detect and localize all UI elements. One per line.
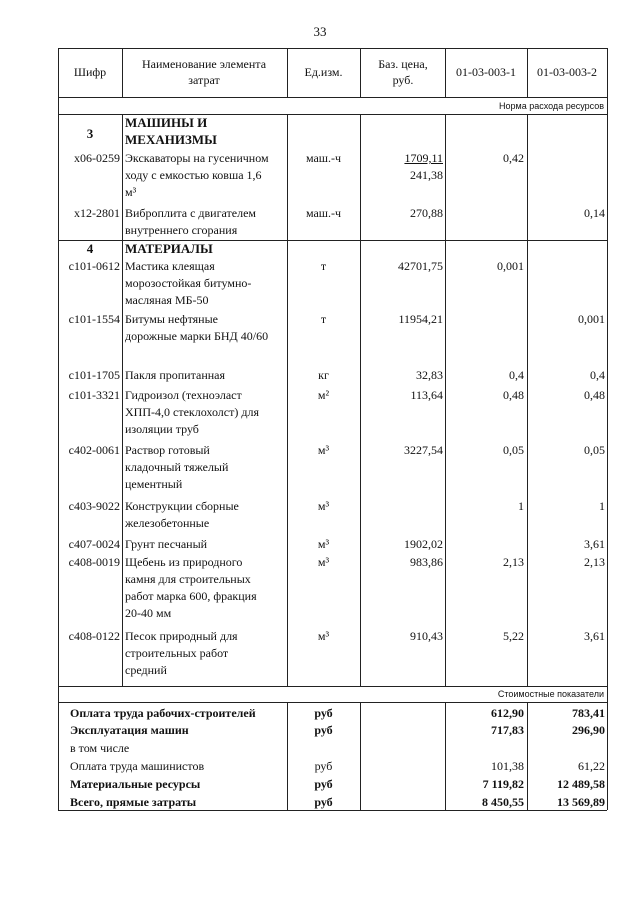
section3-row-1-code: х12-2801 <box>74 206 120 220</box>
section4-row-8-name: строительных работ <box>125 646 229 660</box>
section4-row-8-value-1: 5,22 <box>503 629 524 643</box>
section4-row-5-name: Конструкции сборные <box>125 499 239 513</box>
section4-row-0-name: масляная МБ-50 <box>125 293 209 307</box>
rule-table-bottom <box>58 810 607 811</box>
section4-row-3-name: изоляции труб <box>125 422 199 436</box>
section4-row-8-unit: м³ <box>317 629 330 643</box>
section4-row-3-name: ХПП-4,0 стеклохолст) для <box>125 405 259 419</box>
rule-left <box>58 48 59 810</box>
section3-row-0-unit: маш.-ч <box>305 151 342 165</box>
section4-row-0-name: морозостойкая битумно- <box>125 276 252 290</box>
section4-row-8-code: с408-0122 <box>68 629 120 643</box>
section4-row-4-code: с402-0061 <box>68 443 120 457</box>
cost-row-3-unit: руб <box>314 759 333 773</box>
section3-row-1-value-2: 0,14 <box>584 206 605 220</box>
header-norm-2: 01-03-003-2 <box>537 65 597 79</box>
section4-row-2-name: Пакля пропитанная <box>125 368 226 382</box>
rule-right <box>607 48 608 810</box>
section4-row-3-name: Гидроизол (техноэласт <box>125 388 242 402</box>
rule-header-bottom <box>58 97 607 98</box>
section4-row-6-code: с407-0024 <box>68 537 120 551</box>
cost-row-5-name: Всего, прямые затраты <box>70 795 197 809</box>
section4-row-4-name: цементный <box>125 477 183 491</box>
rule-col3-cost <box>360 702 361 810</box>
rule-col3-body <box>360 114 361 686</box>
section3-row-0-name: ходу с емкостью ковша 1,6 <box>125 168 262 182</box>
section4-row-4-price: 3227,54 <box>404 443 443 457</box>
section4-row-3-value-2: 0,48 <box>584 388 605 402</box>
section4-row-2-value-1: 0,4 <box>509 368 524 382</box>
section4-row-0-code: с101-0612 <box>68 259 120 273</box>
section4-row-5-value-2: 1 <box>599 499 605 513</box>
section4-row-7-name: камня для строительных <box>125 572 251 586</box>
section4-row-5-name: железобетонные <box>125 516 210 530</box>
section3-row-0-name: Экскаваторы на гусеничном <box>125 151 269 165</box>
section4-row-8-name: средний <box>125 663 167 677</box>
header-unit: Ед.изм. <box>304 65 343 79</box>
section4-row-8-name: Песок природный для <box>125 629 238 643</box>
header-code: Шифр <box>73 65 107 79</box>
rule-col4-cost <box>445 702 446 810</box>
section4-row-7-name: работ марка 600, фракция <box>125 589 257 603</box>
section4-row-2-price: 32,83 <box>416 368 443 382</box>
rule-col1-body <box>122 114 123 686</box>
section3-row-1-price: 270,88 <box>410 206 443 220</box>
rule-col5-cost <box>527 702 528 810</box>
section4-row-4-value-1: 0,05 <box>503 443 524 457</box>
section4-row-1-code: с101-1554 <box>68 312 120 326</box>
rule-col4-body <box>445 114 446 686</box>
section4-row-0-price: 42701,75 <box>398 259 443 273</box>
cost-row-3-value-1: 101,38 <box>491 759 524 773</box>
section3-row-1-unit: маш.-ч <box>305 206 342 220</box>
cost-row-5-value-2: 13 569,89 <box>557 795 605 809</box>
cost-row-5-unit: руб <box>314 795 333 809</box>
section4-row-7-value-1: 2,13 <box>503 555 524 569</box>
section3-title-2: МЕХАНИЗМЫ <box>125 132 217 147</box>
section4-row-2-unit: кг <box>318 368 329 382</box>
section4-row-5-code: с403-9022 <box>68 499 120 513</box>
section4-row-7-name: 20-40 мм <box>125 606 172 620</box>
section3-row-0-name: м³ <box>125 185 137 199</box>
section4-row-4-name: Раствор готовый <box>125 443 210 457</box>
section4-number: 4 <box>86 241 94 256</box>
cost-row-1-name: Эксплуатация машин <box>70 723 189 737</box>
section4-row-1-price: 11954,21 <box>398 312 443 326</box>
cost-row-2-name: в том числе <box>70 741 130 755</box>
cost-row-1-unit: руб <box>314 723 333 737</box>
cost-row-4-value-1: 7 119,82 <box>482 777 524 791</box>
header-name: Наименование элемента затрат <box>141 57 267 87</box>
section4-row-3-price: 113,64 <box>410 388 443 402</box>
section4-row-5-unit: м³ <box>317 499 330 513</box>
section3-title: МАШИНЫ И <box>125 115 208 130</box>
section4-row-3-unit: м² <box>317 388 330 402</box>
rule-col5-body <box>527 114 528 686</box>
section4-title: МАТЕРИАЛЫ <box>125 241 213 256</box>
section3-row-1-name: Виброплита с двигателем <box>125 206 257 220</box>
section4-row-1-name: дорожные марки БНД 40/60 <box>125 329 269 343</box>
section4-row-1-unit: т <box>320 312 327 326</box>
rule-cost-bottom <box>58 702 607 703</box>
cost-row-1-value-1: 717,83 <box>491 723 524 737</box>
rule-col3 <box>360 48 361 97</box>
section4-row-6-unit: м³ <box>317 537 330 551</box>
header-norm-1: 01-03-003-1 <box>456 65 516 79</box>
section4-row-0-name: Мастика клеящая <box>125 259 215 273</box>
section4-row-0-unit: т <box>320 259 327 273</box>
section4-row-7-value-2: 2,13 <box>584 555 605 569</box>
cost-label: Стоимостные показатели <box>497 689 604 699</box>
norma-label: Норма расхода ресурсов <box>499 101 604 111</box>
section4-row-7-code: с408-0019 <box>68 555 120 569</box>
section4-row-1-name: Битумы нефтяные <box>125 312 218 326</box>
section3-row-0-price-2: 241,38 <box>410 168 443 182</box>
cost-row-0-unit: руб <box>314 706 333 720</box>
section4-row-6-value-2: 3,61 <box>584 537 605 551</box>
section4-row-3-value-1: 0,48 <box>503 388 524 402</box>
cost-row-4-name: Материальные ресурсы <box>70 777 201 791</box>
cost-row-1-value-2: 296,90 <box>572 723 605 737</box>
section4-row-8-value-2: 3,61 <box>584 629 605 643</box>
section3-row-0-price: 1709,11 <box>404 151 443 165</box>
section4-row-7-unit: м³ <box>317 555 330 569</box>
header-price: Баз. цена, руб. <box>378 57 428 87</box>
rule-col1 <box>122 48 123 97</box>
cost-row-3-name: Оплата труда машинистов <box>70 759 205 773</box>
cost-row-0-name: Оплата труда рабочих-строителей <box>70 706 256 720</box>
cost-row-3-value-2: 61,22 <box>578 759 605 773</box>
cost-row-4-unit: руб <box>314 777 333 791</box>
section3-row-0-code: х06-0259 <box>74 151 120 165</box>
section4-row-5-value-1: 1 <box>518 499 524 513</box>
cost-row-5-value-1: 8 450,55 <box>482 795 524 809</box>
page-number: 33 <box>313 24 327 39</box>
section4-row-4-value-2: 0,05 <box>584 443 605 457</box>
section4-row-6-name: Грунт песчаный <box>125 537 208 551</box>
section4-row-6-price: 1902,02 <box>404 537 443 551</box>
rule-top <box>58 48 607 49</box>
section4-row-0-value-1: 0,001 <box>497 259 524 273</box>
cost-row-4-value-2: 12 489,58 <box>557 777 605 791</box>
cost-row-0-value-1: 612,90 <box>491 706 524 720</box>
section4-row-3-code: с101-3321 <box>68 388 120 402</box>
section4-row-2-value-2: 0,4 <box>590 368 605 382</box>
section3-row-1-name: внутреннего сгорания <box>125 223 238 237</box>
section4-row-2-code: с101-1705 <box>68 368 120 382</box>
section3-number: 3 <box>86 126 94 141</box>
section4-row-8-price: 910,43 <box>410 629 443 643</box>
section4-row-7-price: 983,86 <box>410 555 443 569</box>
section3-row-0-value-1: 0,42 <box>503 151 524 165</box>
cost-row-0-value-2: 783,41 <box>572 706 605 720</box>
rule-body-bottom <box>58 686 607 687</box>
section4-row-7-name: Щебень из природного <box>125 555 243 569</box>
section4-row-1-value-2: 0,001 <box>578 312 605 326</box>
section4-row-4-unit: м³ <box>317 443 330 457</box>
section4-row-4-name: кладочный тяжелый <box>125 460 229 474</box>
